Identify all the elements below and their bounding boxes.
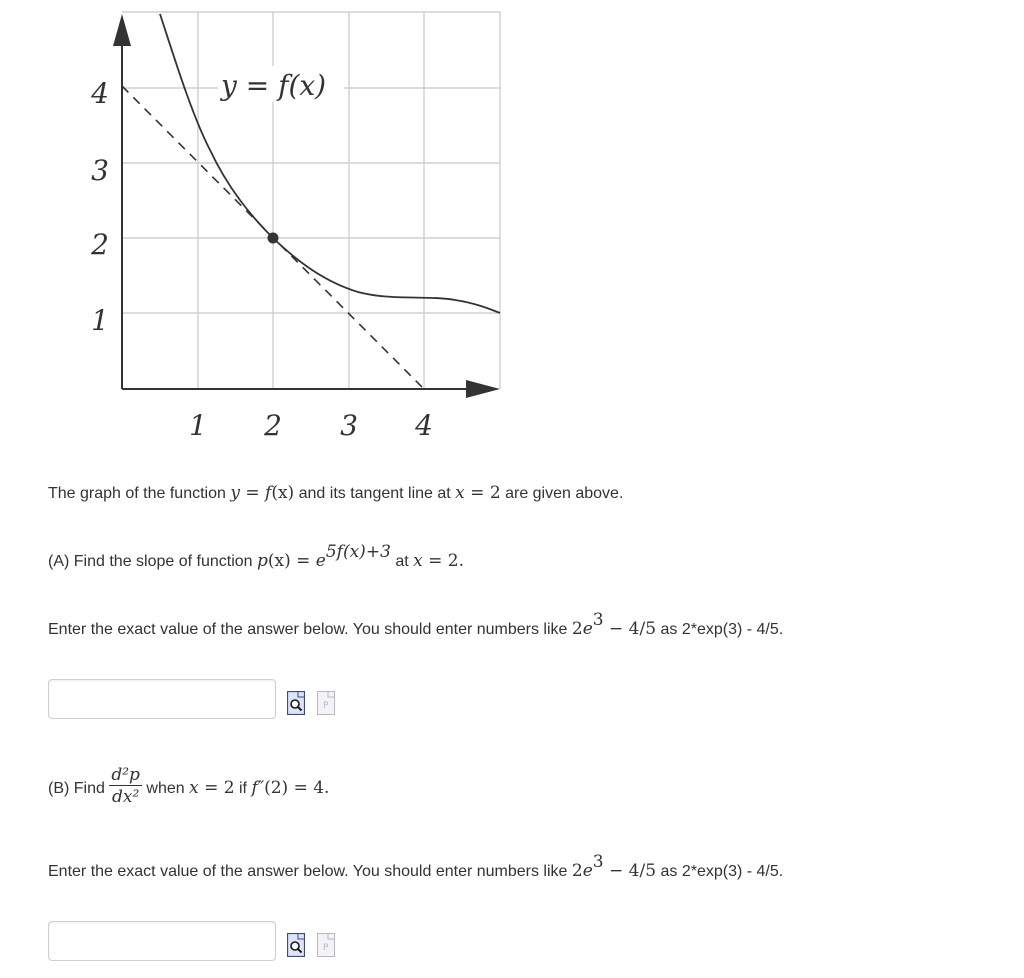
instruction-text: as 2*exp(3) - 4/5. bbox=[656, 621, 784, 638]
instruction-a bbox=[48, 610, 784, 640]
math-expr: − 4/5 bbox=[603, 619, 657, 639]
math-var: x bbox=[189, 778, 199, 798]
preview-icon[interactable] bbox=[287, 691, 305, 715]
answer-b-input[interactable] bbox=[48, 921, 276, 961]
math-expr: = 2. bbox=[422, 551, 464, 571]
problem-intro bbox=[48, 483, 623, 504]
y-axis-arrow bbox=[113, 14, 131, 46]
question-text: if bbox=[234, 780, 252, 797]
math-var: y bbox=[230, 483, 240, 503]
math-num: 2 bbox=[571, 861, 583, 881]
math-var: e bbox=[582, 619, 593, 639]
intro-text: are given above. bbox=[500, 485, 624, 502]
math-expr: − 4/5 bbox=[603, 861, 657, 881]
y-tick-label: 1 bbox=[91, 304, 109, 337]
math-num: 2 bbox=[571, 619, 583, 639]
instruction-text: Enter the exact value of the answer below. You should enter numbers like bbox=[48, 863, 572, 880]
instruction-text: Enter the exact value of the answer below. You should enter numbers like bbox=[48, 621, 572, 638]
y-tick-label: 2 bbox=[91, 228, 109, 261]
preview-icon[interactable] bbox=[287, 933, 305, 957]
x-tick-label: 3 bbox=[340, 409, 358, 442]
question-text: (B) Find bbox=[48, 780, 110, 797]
math-expr: (x) bbox=[271, 483, 295, 503]
intro-text: and its tangent line at bbox=[294, 485, 456, 502]
x-tick-label: 4 bbox=[415, 409, 433, 442]
svg-text:P: P bbox=[323, 943, 329, 953]
curve-label: y = f(x) bbox=[221, 69, 327, 102]
svg-text:P: P bbox=[323, 701, 329, 711]
math-var: f″ bbox=[251, 778, 265, 798]
math-expr: = 2 bbox=[464, 483, 501, 503]
instruction-text: as 2*exp(3) - 4/5. bbox=[656, 863, 784, 880]
math-var: f bbox=[265, 483, 272, 503]
question-text: (A) Find the slope of function bbox=[48, 553, 257, 570]
y-tick-label: 4 bbox=[91, 77, 109, 110]
exponent: 3 bbox=[592, 610, 604, 630]
fraction-numerator: d²p bbox=[111, 765, 140, 786]
math-expr: (x) = bbox=[267, 551, 316, 571]
x-axis-arrow bbox=[466, 380, 500, 398]
second-derivative-fraction bbox=[109, 766, 142, 807]
math-op: = bbox=[239, 483, 266, 503]
fraction-denominator: dx² bbox=[111, 787, 140, 808]
y-tick-label: 3 bbox=[91, 154, 109, 187]
math-var: x bbox=[455, 483, 465, 503]
math-expr: = 2 bbox=[198, 778, 235, 798]
math-var: p bbox=[257, 551, 268, 571]
exponent: 5f(x)+3 bbox=[325, 542, 391, 562]
tangent-point bbox=[268, 233, 279, 244]
part-b-question bbox=[48, 765, 330, 809]
instruction-b bbox=[48, 852, 784, 882]
question-text: at bbox=[390, 553, 414, 570]
x-tick-label: 2 bbox=[264, 409, 282, 442]
part-a-question bbox=[48, 542, 464, 572]
intro-text: The graph of the function bbox=[48, 485, 231, 502]
page-icon[interactable] bbox=[317, 933, 335, 957]
math-var: e bbox=[582, 861, 593, 881]
exponent: 3 bbox=[592, 852, 604, 872]
math-var: e bbox=[315, 551, 326, 571]
math-var: x bbox=[413, 551, 423, 571]
page-icon[interactable] bbox=[317, 691, 335, 715]
function-graph bbox=[0, 0, 520, 450]
math-expr: (2) = 4. bbox=[264, 778, 330, 798]
question-text: when bbox=[141, 780, 190, 797]
x-tick-label: 1 bbox=[189, 409, 207, 442]
answer-a-input[interactable] bbox=[48, 679, 276, 719]
